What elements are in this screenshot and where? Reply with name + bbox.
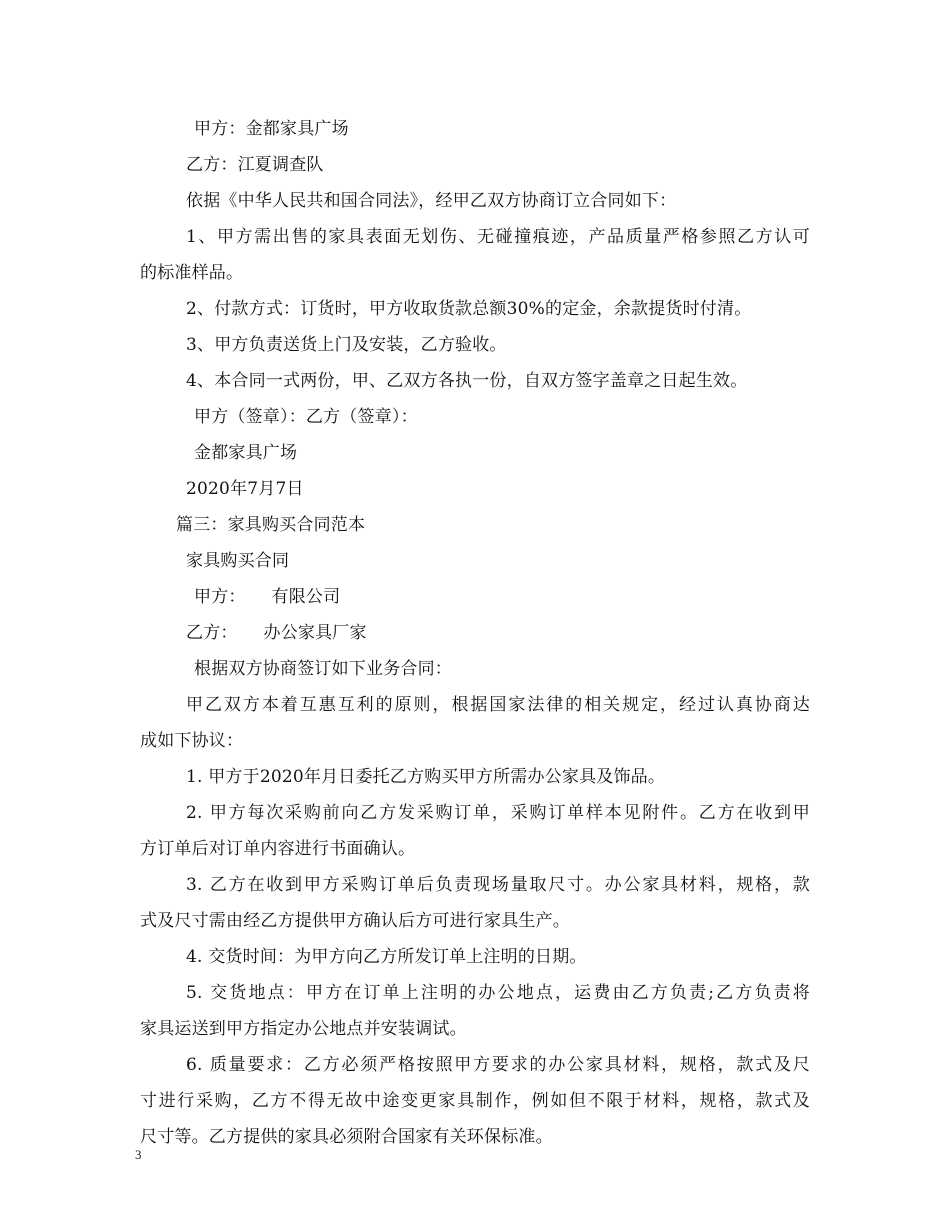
item-5-line-2: 家具运送到甲方指定办公地点并安装调试。 bbox=[140, 1019, 467, 1039]
item-3-line-2: 式及尺寸需由经乙方提供甲方确认后方可进行家具生产。 bbox=[140, 911, 570, 931]
party-a-line: 甲方：金都家具广场 bbox=[194, 119, 349, 139]
item-4-line: 4. 交货时间：为甲方向乙方所发订单上注明的日期。 bbox=[186, 947, 587, 967]
item-6-line-1: 6. 质量要求：乙方必须严格按照甲方要求的办公家具材料，规格，款式及尺 bbox=[186, 1055, 810, 1075]
signing-date: 2020年7月7日 bbox=[186, 479, 304, 499]
party-b-line: 乙方：江夏调查队 bbox=[186, 155, 324, 175]
item-6-line-3: 尺寸等。乙方提供的家具必须附合国家有关环保标准。 bbox=[140, 1127, 553, 1147]
item-5-line-1: 5. 交货地点：甲方在订单上注明的办公地点，运费由乙方负责;乙方负责将 bbox=[186, 983, 810, 1003]
contract-title: 家具购买合同 bbox=[186, 551, 290, 571]
clause-1-line-1: 1、甲方需出售的家具表面无划伤、无碰撞痕迹，产品质量严格参照乙方认可 bbox=[186, 227, 810, 247]
clause-1-line-2: 的标准样品。 bbox=[140, 263, 244, 283]
section-heading: 篇三：家具购买合同范本 bbox=[176, 515, 366, 535]
item-2-line-1: 2. 甲方每次采购前向乙方发采购订单，采购订单样本见附件。乙方在收到甲 bbox=[186, 803, 810, 823]
clause-2-line: 2、付款方式：订货时，甲方收取货款总额30%的定金，余款提货时付清。 bbox=[186, 299, 752, 319]
item-6-line-2: 寸进行采购，乙方不得无故中途变更家具制作，例如但不限于材料，规格，款式及 bbox=[140, 1091, 810, 1111]
item-2-line-2: 方订单后对订单内容进行书面确认。 bbox=[140, 839, 416, 859]
principle-line-1: 甲乙双方本着互惠互利的原则，根据国家法律的相关规定，经过认真协商达 bbox=[186, 695, 810, 715]
item-1-line: 1. 甲方于2020年月日委托乙方购买甲方所需办公家具及饰品。 bbox=[186, 767, 666, 787]
signatory-name: 金都家具广场 bbox=[194, 443, 298, 463]
principle-line-2: 成如下协议： bbox=[140, 731, 244, 751]
signature-line: 甲方（签章）：乙方（签章）： bbox=[194, 407, 418, 427]
contract-basis-line: 依据《中华人民共和国合同法》，经甲乙双方协商订立合同如下： bbox=[186, 191, 677, 211]
agreement-intro: 根据双方协商签订如下业务合同： bbox=[194, 659, 452, 679]
item-3-line-1: 3. 乙方在收到甲方采购订单后负责现场量取尺寸。办公家具材料，规格，款 bbox=[186, 875, 810, 895]
clause-4-line: 4、本合同一式两份，甲、乙双方各执一份，自双方签字盖章之日起生效。 bbox=[186, 371, 748, 391]
page-number: 3 bbox=[135, 1147, 142, 1162]
party-a-line-2: 甲方： 有限公司 bbox=[194, 587, 341, 607]
clause-3-line: 3、甲方负责送货上门及安装，乙方验收。 bbox=[186, 335, 507, 355]
party-b-line-2: 乙方： 办公家具厂家 bbox=[186, 623, 367, 643]
